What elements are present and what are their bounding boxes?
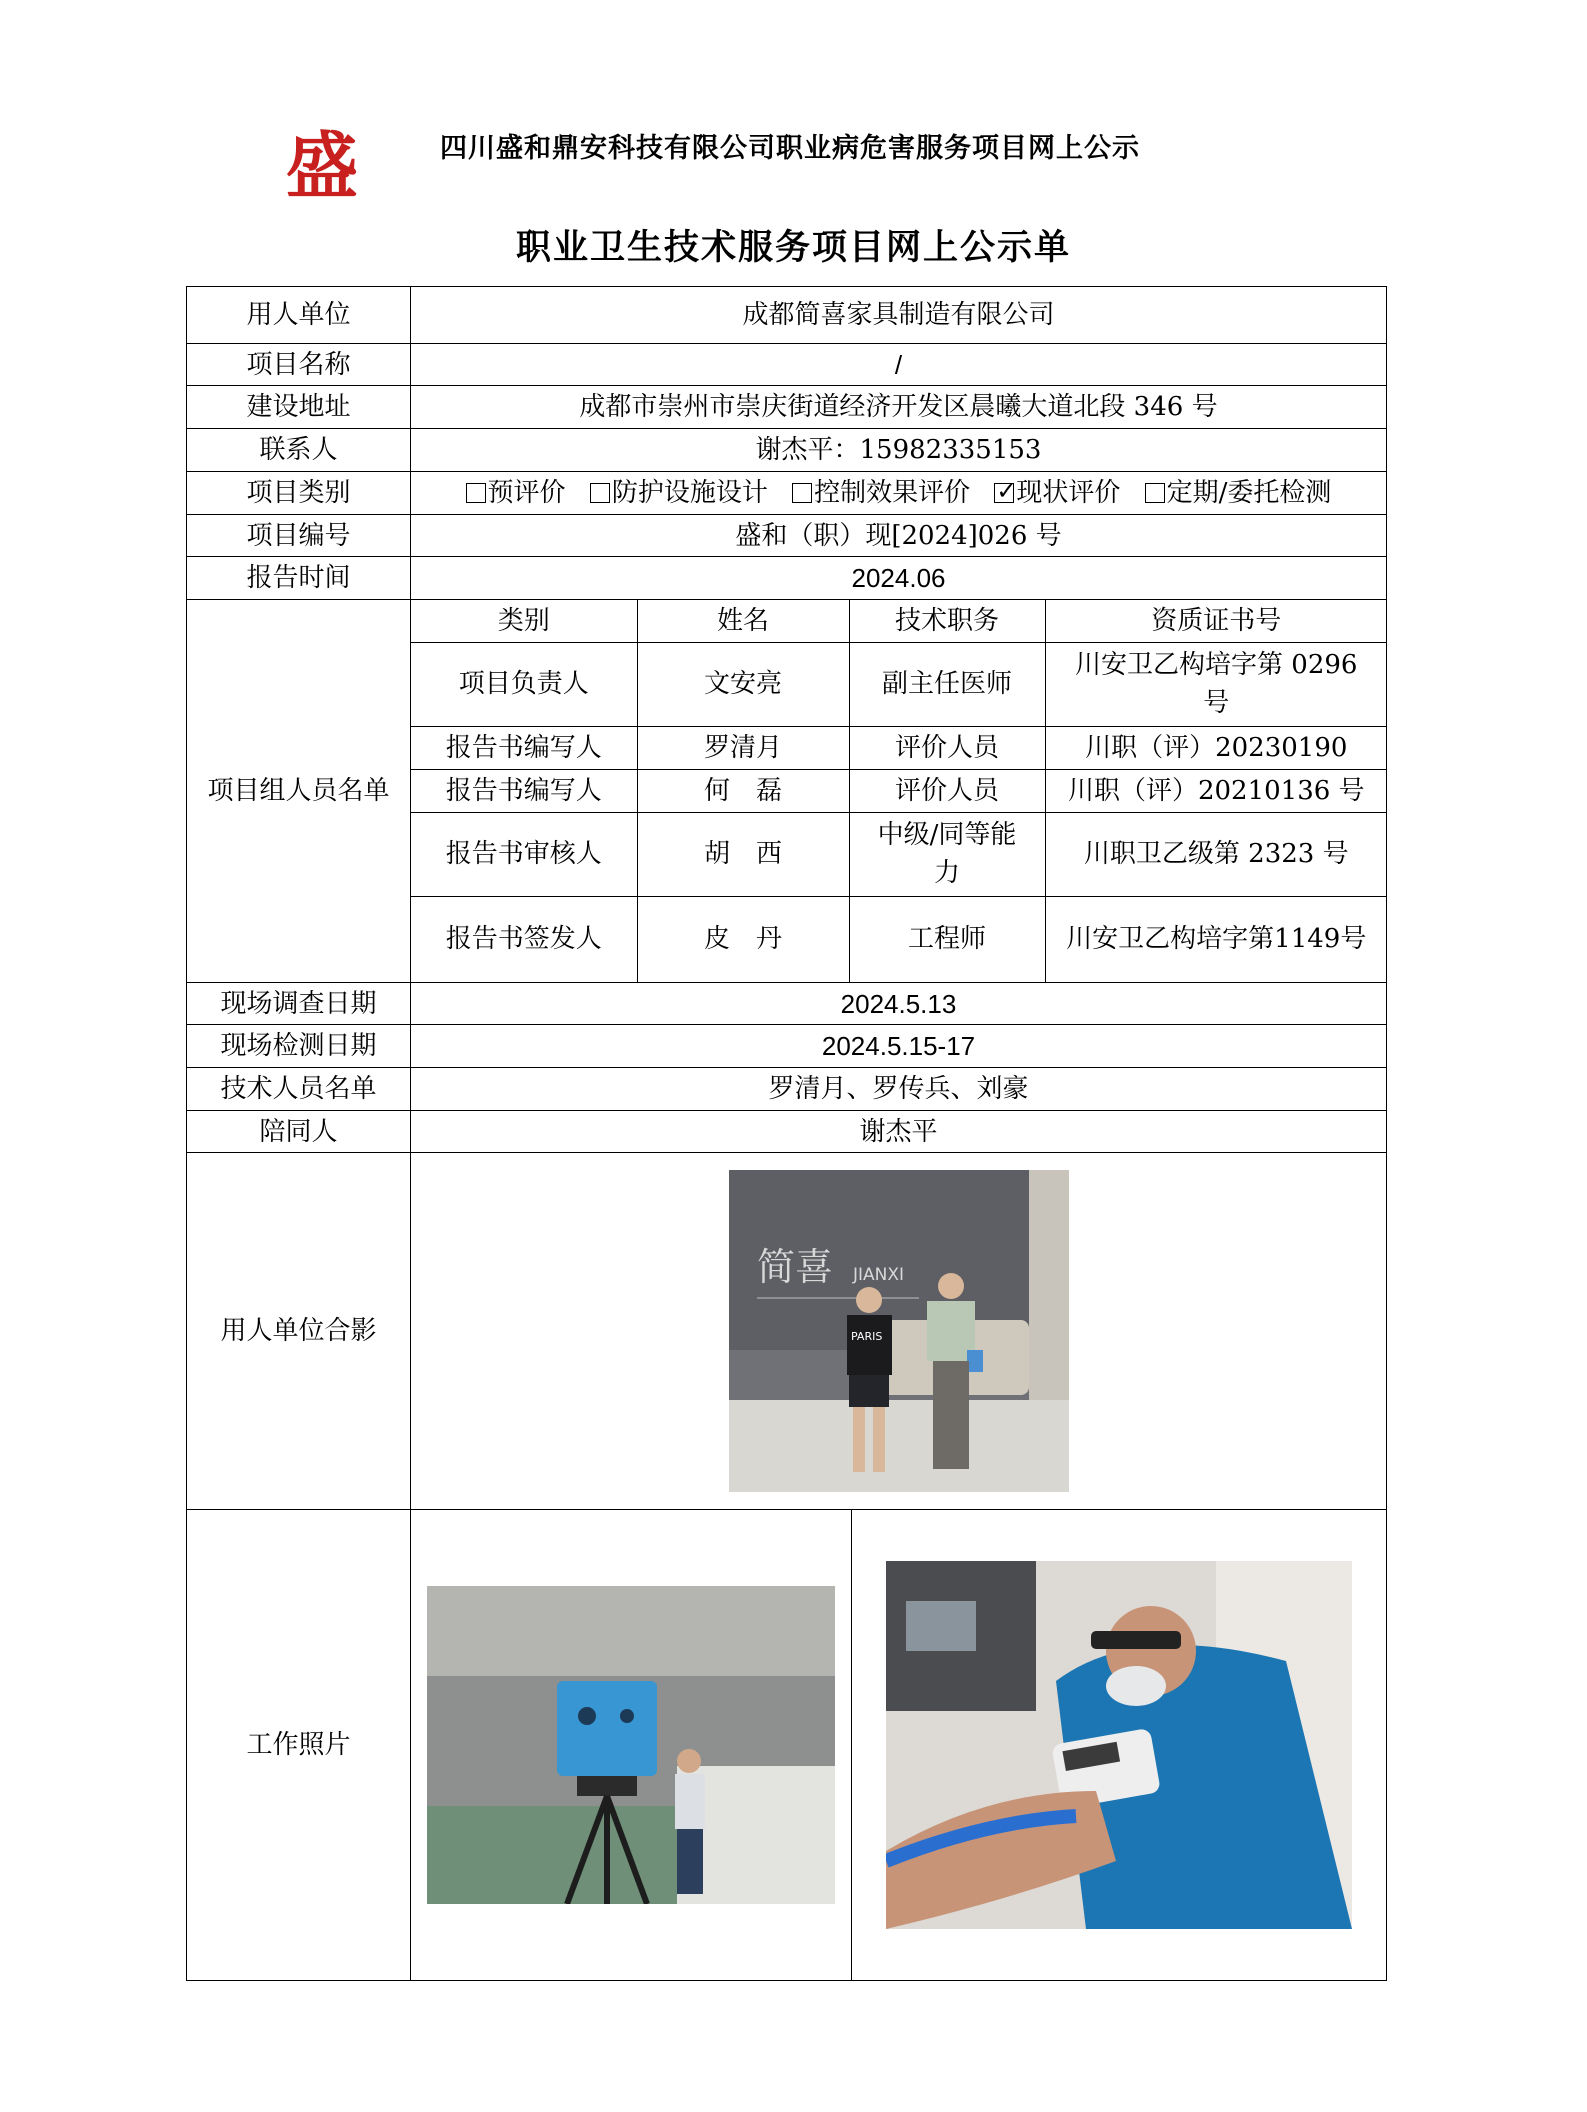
team-cell: 报告书审核人 bbox=[411, 812, 637, 896]
test-date-value: 2024.5.15-17 bbox=[411, 1025, 1387, 1068]
report-time-label: 报告时间 bbox=[187, 557, 411, 600]
table-row bbox=[411, 726, 1387, 769]
category-option-protection-design: 防护设施设计 bbox=[590, 478, 768, 508]
team-cell: 报告书签发人 bbox=[411, 896, 637, 982]
team-cell: 项目负责人 bbox=[411, 642, 637, 726]
team-cell: 胡 西 bbox=[637, 812, 849, 896]
table-row bbox=[411, 642, 1387, 726]
survey-date-value: 2024.5.13 bbox=[411, 983, 1387, 1025]
team-header-row bbox=[411, 600, 1387, 642]
team-cell: 副主任医师 bbox=[849, 642, 1045, 726]
checkbox-icon bbox=[792, 483, 812, 503]
tech-staff-label: 技术人员名单 bbox=[187, 1068, 411, 1111]
team-cell: 何 磊 bbox=[637, 769, 849, 812]
logo-glyph: 盛 bbox=[285, 125, 359, 203]
tech-staff-value: 罗清月、罗传兵、刘豪 bbox=[411, 1068, 1387, 1111]
table-row bbox=[411, 769, 1387, 812]
team-header-certificate: 资质证书号 bbox=[1045, 600, 1387, 642]
svg-text:简喜: 简喜 bbox=[756, 1245, 833, 1289]
escort-value: 谢杰平 bbox=[411, 1111, 1387, 1153]
contact-label: 联系人 bbox=[187, 429, 411, 472]
team-table bbox=[411, 600, 1387, 982]
employer-value: 成都简喜家具制造有限公司 bbox=[411, 287, 1387, 344]
team-cell: 评价人员 bbox=[849, 726, 1045, 769]
report-time-value: 2024.06 bbox=[411, 557, 1387, 600]
team-header-title: 技术职务 bbox=[849, 600, 1045, 642]
test-date-label: 现场检测日期 bbox=[187, 1025, 411, 1068]
category-label: 项目类别 bbox=[187, 472, 411, 515]
team-cell: 川职（评）20210136 号 bbox=[1045, 769, 1387, 812]
category-option-periodic-testing: 定期/委托检测 bbox=[1145, 478, 1332, 508]
group-photo-label: 用人单位合影 bbox=[187, 1153, 411, 1510]
team-header-category: 类别 bbox=[411, 600, 637, 642]
svg-text:PARIS: PARIS bbox=[850, 1330, 882, 1343]
checked-checkbox-icon bbox=[994, 483, 1014, 503]
group-photo bbox=[729, 1170, 1069, 1492]
work-photo-table bbox=[411, 1510, 1387, 1980]
team-cell: 川安卫乙构培字第 0296 号 bbox=[1045, 642, 1387, 726]
work-photo-handheld-meter bbox=[886, 1561, 1352, 1929]
checkbox-icon bbox=[466, 483, 486, 503]
team-label: 项目组人员名单 bbox=[187, 600, 411, 983]
public-notice-form bbox=[186, 286, 1387, 1981]
team-cell: 川职（评）20230190 bbox=[1045, 726, 1387, 769]
table-row bbox=[411, 896, 1387, 982]
team-cell: 中级/同等能力 bbox=[849, 812, 1045, 896]
team-cell: 评价人员 bbox=[849, 769, 1045, 812]
work-photo-label: 工作照片 bbox=[187, 1510, 411, 1981]
checkbox-icon bbox=[1145, 483, 1165, 503]
company-logo bbox=[285, 125, 360, 203]
contact-value: 谢杰平：15982335153 bbox=[411, 429, 1387, 472]
category-options bbox=[411, 472, 1387, 515]
address-value: 成都市崇州市崇庆街道经济开发区晨曦大道北段 346 号 bbox=[411, 386, 1387, 429]
team-cell: 报告书编写人 bbox=[411, 769, 637, 812]
team-cell: 报告书编写人 bbox=[411, 726, 637, 769]
category-option-pre-evaluation: 预评价 bbox=[466, 478, 566, 508]
svg-text:JIANXI: JIANXI bbox=[852, 1265, 904, 1285]
checkbox-icon bbox=[590, 483, 610, 503]
team-header-name: 姓名 bbox=[637, 600, 849, 642]
project-name-label: 项目名称 bbox=[187, 344, 411, 386]
team-cell: 罗清月 bbox=[637, 726, 849, 769]
company-header-title: 四川盛和鼎安科技有限公司职业病危害服务项目网上公示 bbox=[440, 133, 1140, 164]
document-title: 职业卫生技术服务项目网上公示单 bbox=[515, 227, 1071, 268]
table-row bbox=[411, 812, 1387, 896]
survey-date-label: 现场调查日期 bbox=[187, 983, 411, 1025]
work-photo-instrument bbox=[427, 1586, 835, 1904]
project-no-value: 盛和（职）现[2024]026 号 bbox=[411, 515, 1387, 557]
team-cell: 工程师 bbox=[849, 896, 1045, 982]
team-cell: 川安卫乙构培字第1149号 bbox=[1045, 896, 1387, 982]
team-cell: 文安亮 bbox=[637, 642, 849, 726]
project-name-value: / bbox=[411, 344, 1387, 386]
escort-label: 陪同人 bbox=[187, 1111, 411, 1153]
project-no-label: 项目编号 bbox=[187, 515, 411, 557]
category-option-control-effect: 控制效果评价 bbox=[792, 478, 970, 508]
address-label: 建设地址 bbox=[187, 386, 411, 429]
employer-label: 用人单位 bbox=[187, 287, 411, 344]
team-cell: 皮 丹 bbox=[637, 896, 849, 982]
category-option-status-evaluation: ✓ 现状评价 bbox=[994, 478, 1120, 508]
team-cell: 川职卫乙级第 2323 号 bbox=[1045, 812, 1387, 896]
